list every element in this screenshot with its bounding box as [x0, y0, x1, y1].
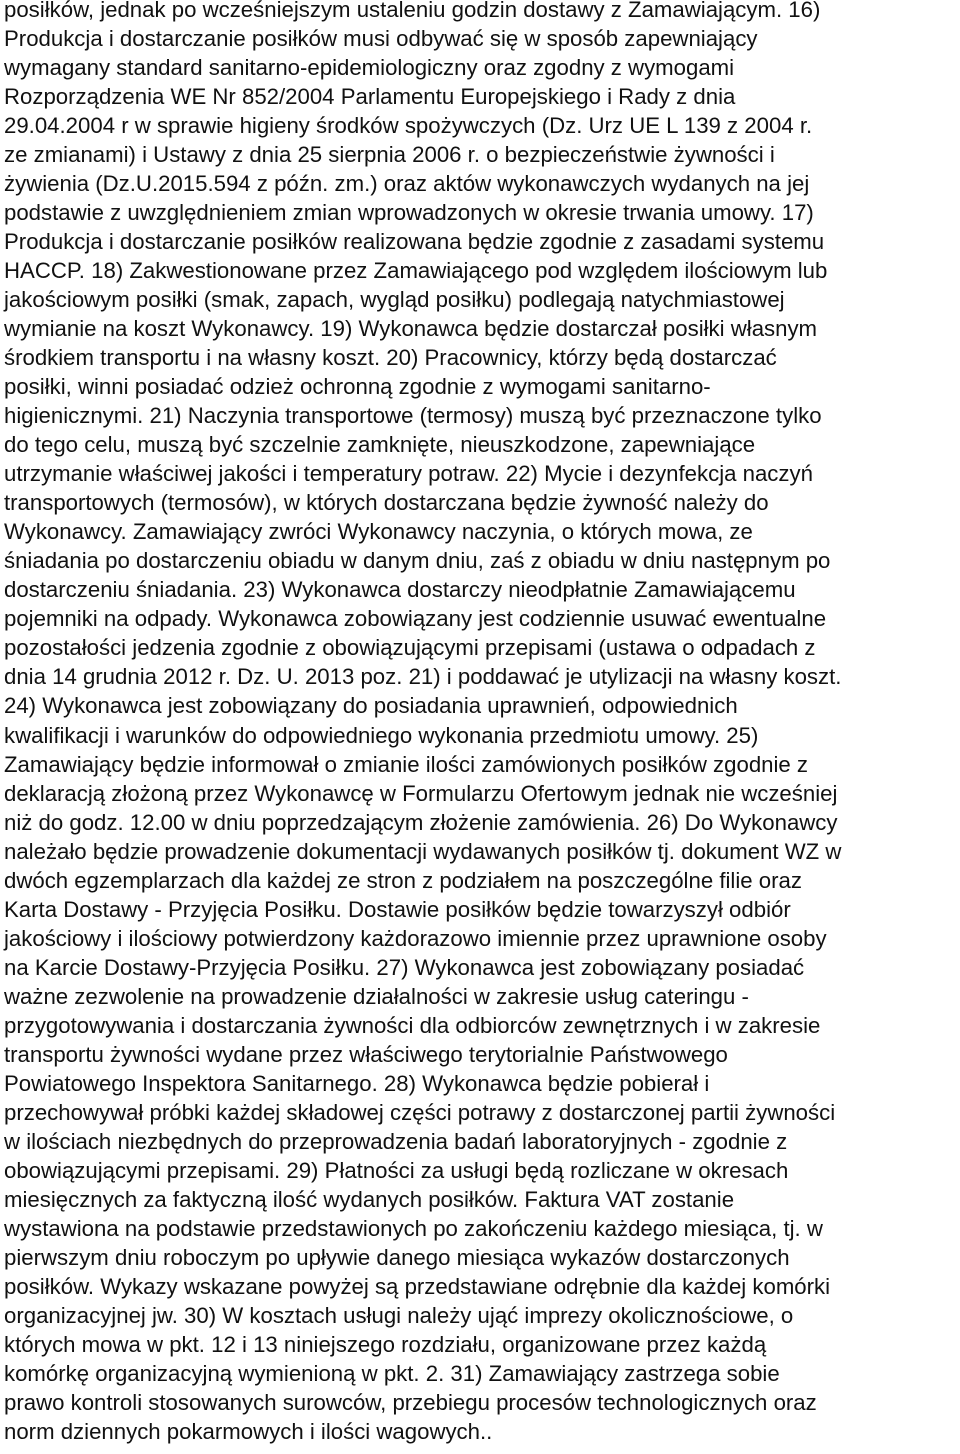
text-line: Rozporządzenia WE Nr 852/2004 Parlamentu Europejskiego i Rady z dnia: [4, 84, 736, 110]
text-line: utrzymanie właściwej jakości i temperatury potraw. 22) Mycie i dezynfekcja naczyń: [4, 461, 813, 487]
text-line: posiłków, jednak po wcześniejszym ustaleniu godzin dostawy z Zamawiającym. 16): [4, 0, 821, 22]
text-line: na Karcie Dostawy-Przyjęcia Posiłku. 27) Wykonawca jest zobowiązany posiadać: [4, 954, 805, 980]
text-line: kwalifikacji i warunków do odpowiedniego wykonania przedmiotu umowy. 25): [4, 722, 759, 748]
text-line: obowiązującymi przepisami. 29) Płatności za usługi będą rozliczane w okresach: [4, 1157, 789, 1183]
text-line: przygotowywania i dostarczania żywności dla odbiorców zewnętrznych i w zakresie: [4, 1012, 821, 1038]
text-line: Wykonawcy. Zamawiający zwróci Wykonawcy naczynia, o których mowa, ze: [4, 519, 753, 545]
text-line: pozostałości jedzenia zgodnie z obowiązującymi przepisami (ustawa o odpadach z: [4, 635, 816, 661]
text-line: w ilościach niezbędnych do przeprowadzenia badań laboratoryjnych - zgodnie z: [4, 1128, 788, 1154]
text-line: należało będzie prowadzenie dokumentacji wydawanych posiłków tj. dokument WZ w: [4, 838, 842, 864]
text-line: organizacyjnej jw. 30) W kosztach usługi należy ująć imprezy okolicznościowe, o: [4, 1302, 794, 1328]
text-line: dostarczeniu śniadania. 23) Wykonawca dostarczy nieodpłatnie Zamawiającemu: [4, 577, 796, 603]
text-line: podstawie z uwzględnieniem zmian wprowadzonych w okresie trwania umowy. 17): [4, 200, 814, 226]
text-line: prawo kontroli stosowanych surowców, przebiegu procesów technologicznych oraz: [4, 1389, 817, 1415]
text-line: Produkcja i dostarczanie posiłków musi odbywać się w sposób zapewniający: [4, 26, 758, 52]
text-line: do tego celu, muszą być szczelnie zamknięte, nieuszkodzone, zapewniające: [4, 432, 756, 458]
text-line: jakościowy i ilościowy potwierdzony każdorazowo imiennie przez uprawnione osoby: [4, 925, 827, 951]
text-line: jakościowym posiłki (smak, zapach, wygląd posiłku) podlegają natychmiastowej: [4, 287, 785, 313]
text-line: Zamawiający będzie informował o zmianie ilości zamówionych posiłków zgodnie z: [4, 751, 809, 777]
text-line: ze zmianami) i Ustawy z dnia 25 sierpnia 2006 r. o bezpieczeństwie żywności i: [4, 142, 775, 168]
text-line: komórkę organizacyjną wymienioną w pkt. 2. 31) Zamawiający zastrzega sobie: [4, 1360, 780, 1386]
text-line: których mowa w pkt. 12 i 13 niniejszego rozdziału, organizowane przez każdą: [4, 1331, 767, 1357]
text-line: Karta Dostawy - Przyjęcia Posiłku. Dostawie posiłków będzie towarzyszył odbiór: [4, 896, 791, 922]
text-line: pojemniki na odpady. Wykonawca zobowiązany jest codziennie usuwać ewentualne: [4, 606, 827, 632]
text-line: posiłków. Wykazy wskazane powyżej są przedstawiane odrębnie dla każdej komórki: [4, 1273, 831, 1299]
text-line: norm dziennych pokarmowych i ilości wagowych..: [4, 1418, 493, 1444]
text-line: Powiatowego Inspektora Sanitarnego. 28) Wykonawca będzie pobierał i: [4, 1070, 710, 1096]
text-line: niż do godz. 12.00 w dniu poprzedzającym złożenie zamówienia. 26) Do Wykonawcy: [4, 809, 838, 835]
text-line: higienicznymi. 21) Naczynia transportowe (termosy) muszą być przeznaczone tylko: [4, 403, 822, 429]
text-line: 29.04.2004 r w sprawie higieny środków spożywczych (Dz. Urz UE L 139 z 2004 r.: [4, 113, 813, 139]
text-line: środkiem transportu i na własny koszt. 20) Pracownicy, którzy będą dostarczać: [4, 345, 777, 371]
text-line: żywienia (Dz.U.2015.594 z późn. zm.) oraz aktów wykonawczych wydanych na jej: [4, 171, 810, 197]
text-line: miesięcznych za faktyczną ilość wydanych posiłków. Faktura VAT zostanie: [4, 1186, 735, 1212]
text-line: śniadania po dostarczeniu obiadu w danym dniu, zaś z obiadu w dniu następnym po: [4, 548, 831, 574]
text-line: pierwszym dniu roboczym po upływie danego miesiąca wykazów dostarczonych: [4, 1244, 790, 1270]
text-line: deklaracją złożoną przez Wykonawcę w Formularzu Ofertowym jednak nie wcześniej: [4, 780, 838, 806]
text-line: dwóch egzemplarzach dla każdej ze stron z podziałem na poszczególne filie oraz: [4, 867, 802, 893]
text-line: Produkcja i dostarczanie posiłków realizowana będzie zgodnie z zasadami systemu: [4, 229, 825, 255]
text-line: przechowywał próbki każdej składowej części potrawy z dostarczonej partii żywności: [4, 1099, 836, 1125]
text-line: wystawiona na podstawie przedstawionych po zakończeniu każdego miesiąca, tj. w: [4, 1215, 823, 1241]
text-line: HACCP. 18) Zakwestionowane przez Zamawiającego pod względem ilościowym lub: [4, 258, 828, 284]
text-line: dnia 14 grudnia 2012 r. Dz. U. 2013 poz. 21) i poddawać je utylizacji na własny koszt.: [4, 664, 842, 690]
text-line: wymianie na koszt Wykonawcy. 19) Wykonawca będzie dostarczał posiłki własnym: [4, 316, 818, 342]
text-line: wymagany standard sanitarno-epidemiologiczny oraz zgodny z wymogami: [4, 55, 735, 81]
text-line: posiłki, winni posiadać odzież ochronną zgodnie z wymogami sanitarno-: [4, 374, 711, 400]
text-line: 24) Wykonawca jest zobowiązany do posiadania uprawnień, odpowiednich: [4, 693, 738, 719]
text-line: transportu żywności wydane przez właściwego terytorialnie Państwowego: [4, 1041, 728, 1067]
text-line: transportowych (termosów), w których dostarczana będzie żywność należy do: [4, 490, 769, 516]
text-line: ważne zezwolenie na prowadzenie działalności w zakresie usług cateringu -: [4, 983, 749, 1009]
